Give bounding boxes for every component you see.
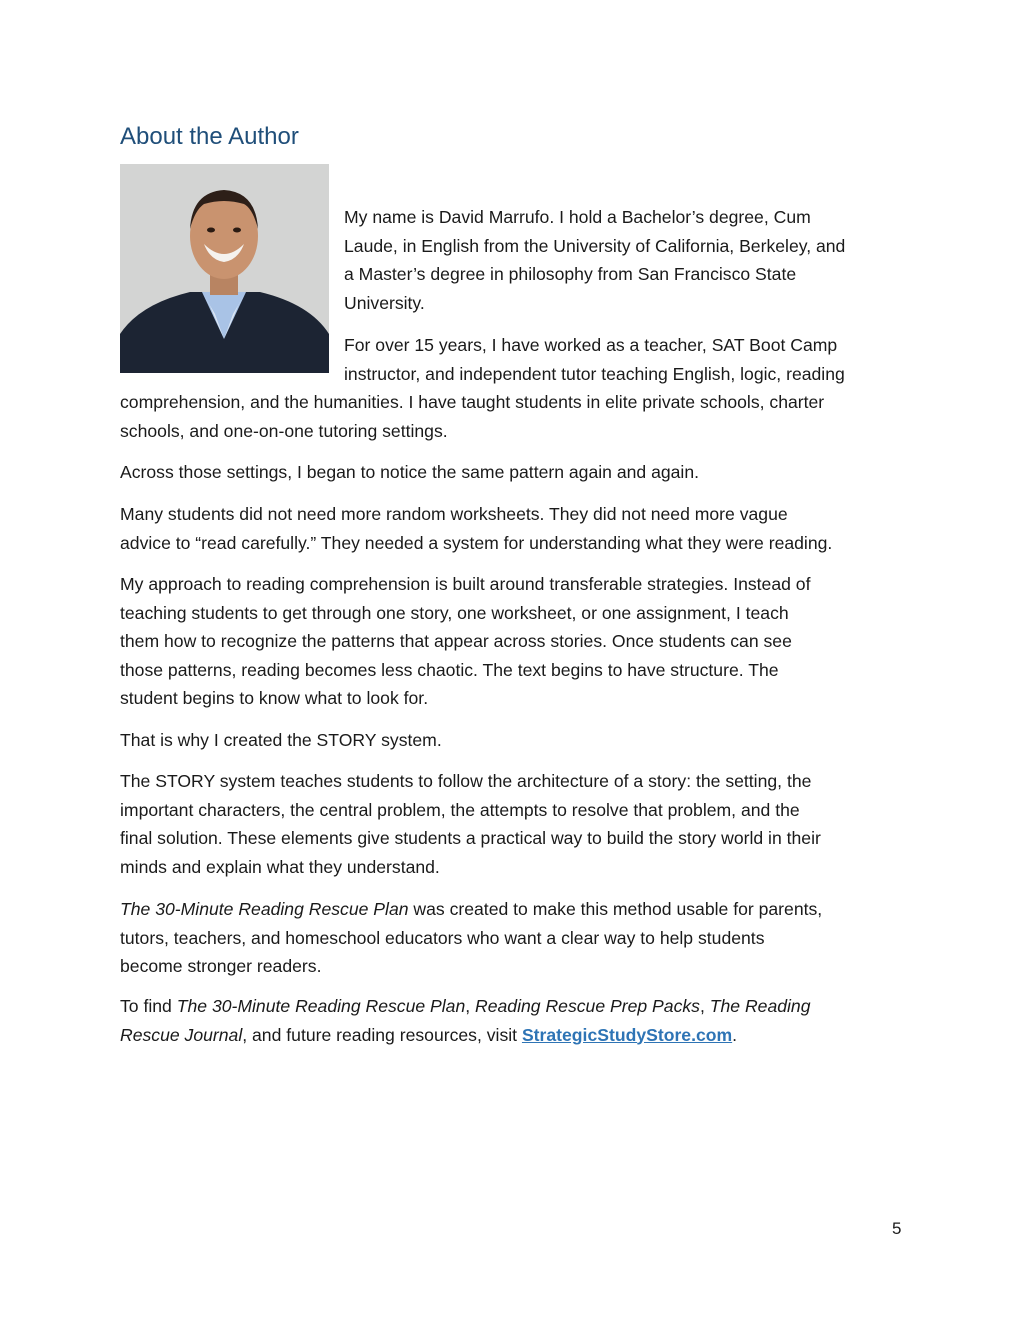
paragraph-8 [120,895,905,981]
paragraph-7 [120,767,905,881]
text-line: That is why I created the STORY system. [120,730,442,750]
book-title: Rescue Journal [120,1024,243,1045]
text-line: advice to “read carefully.” They needed a system for understanding what they were reading. [120,532,833,553]
book-title: The 30-Minute Reading Rescue Plan [120,899,409,919]
book-title: The 30-Minute Reading Rescue Plan [176,996,466,1016]
paragraph-2-continued [120,388,905,445]
paragraph-1 [344,203,909,317]
text-fragment: To find [120,996,177,1016]
paragraph-5 [120,570,905,713]
text-line: The STORY system teaches students to follow the architecture of a story: the setting, the [120,771,812,791]
text-line: My approach to reading comprehension is built around transferable strategies. Instead of [120,574,811,594]
paragraph-2-wrapped [344,331,909,388]
text-fragment: . [732,1024,738,1045]
paragraph-9 [120,992,905,1049]
text-fragment: , and future reading resources, visit [242,1024,522,1045]
section-heading: About the Author [120,123,299,150]
text-line: important characters, the central problem, the attempts to resolve that problem, and the [120,799,800,820]
book-title: Reading Rescue Prep Packs [475,996,700,1016]
text-line: comprehension, and the humanities. I have taught students in elite private schools, charter [120,392,825,412]
text-line: For over 15 years, I have worked as a teacher, SAT Boot Camp [344,335,838,355]
text-line: them how to recognize the patterns that appear across stories. Once students can see [120,631,792,651]
text-line: become stronger readers. [120,956,322,976]
text-line: those patterns, reading becomes less chaotic. The text begins to have structure. The [120,659,779,680]
text-line: University. [344,292,425,313]
text-line: My name is David Marrufo. I hold a Bachelor’s degree, Cum [344,207,811,227]
text-line: tutors, teachers, and homeschool educators who want a clear way to help students [120,927,765,948]
paragraph-3 [120,458,905,487]
page-number: 5 [892,1219,902,1238]
text-line: Many students did not need more random worksheets. They did not need more vague [120,504,788,524]
paragraph-6 [120,726,905,755]
text-fragment: , [699,996,710,1016]
text-line: student begins to know what to look for. [120,688,429,708]
text-line: teaching students to get through one story, one worksheet, or one assignment, I teach [120,602,789,623]
text-line: Laude, in English from the University of California, Berkeley, and [344,235,846,256]
book-title: The Reading [709,996,811,1016]
text-line: final solution. These elements give students a practical way to build the story world in their [120,828,821,848]
text-line: a Master’s degree in philosophy from San Francisco State [344,264,797,284]
text-line: Across those settings, I began to notice the same pattern again and again. [120,462,700,482]
text-line: minds and explain what they understand. [120,856,440,877]
author-photo [120,164,329,373]
text-fragment: , [465,996,476,1016]
text-line: schools, and one-on-one tutoring settings. [120,420,448,441]
text-fragment: was created to make this method usable for parents, [408,899,823,919]
paragraph-4 [120,500,905,557]
text-line: instructor, and independent tutor teaching English, logic, reading [344,363,845,384]
store-link[interactable]: StrategicStudyStore.com [521,1024,733,1045]
